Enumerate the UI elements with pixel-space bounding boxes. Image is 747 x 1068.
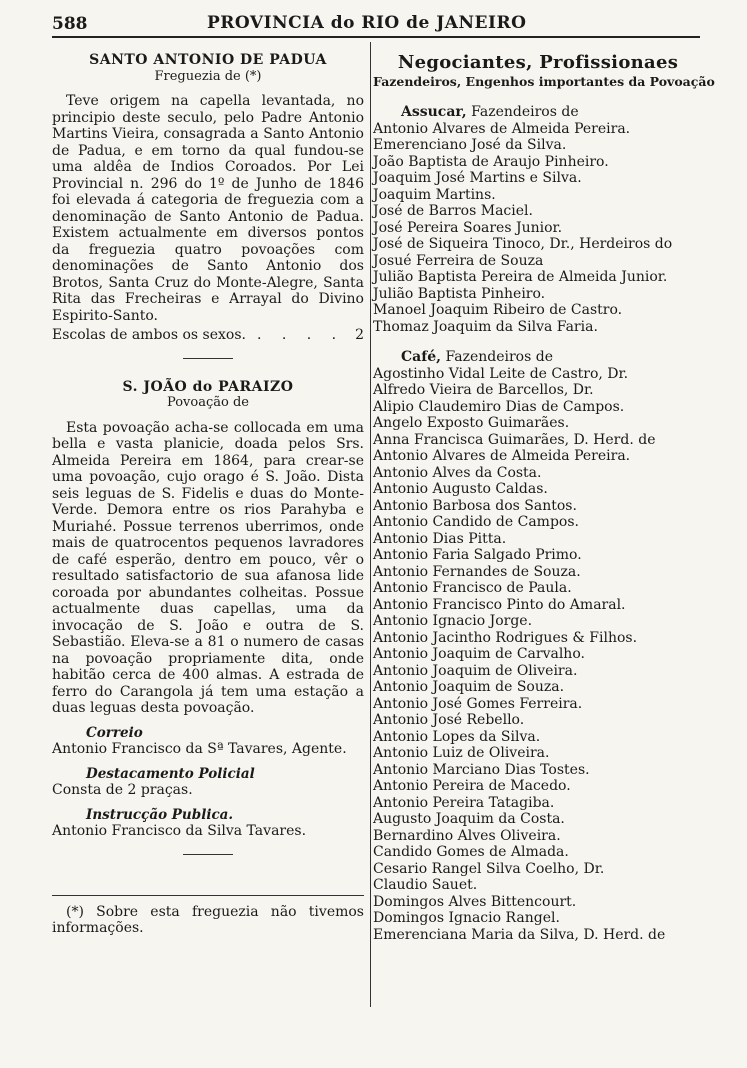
list-item: Thomaz Joaquim da Silva Faria. <box>373 318 598 335</box>
column-divider <box>370 42 371 1007</box>
section-subtitle-freguezia: Freguezia de (*) <box>154 68 262 84</box>
list-item: José Pereira Soares Junior. <box>373 219 563 236</box>
category-cafe-label: Café, <box>401 349 442 365</box>
list-item: Emerenciano José da Silva. <box>373 137 567 153</box>
footnote-rule <box>52 895 364 896</box>
list-item: Antonio Alves da Costa. <box>373 464 542 481</box>
list-item: Antonio Marciano Dias Tostes. <box>373 761 590 778</box>
list-item: Bernardino Alves Oliveira. <box>373 827 561 844</box>
escolas-line <box>52 327 364 344</box>
correio-text: Antonio Francisco da Sª Tavares, Agente. <box>52 741 347 757</box>
list-item: Claudio Sauet. <box>373 877 478 893</box>
list-item: Emerenciana Maria da Silva, D. Herd. de <box>373 926 666 943</box>
list-item: Antonio José Rebello. <box>373 712 525 728</box>
list-item: Antonio Pereira de Macedo. <box>373 778 571 794</box>
section-separator <box>183 358 233 359</box>
list-item: Antonio Joaquim de Souza. <box>373 679 565 695</box>
section-subtitle-povoacao: Povoação de <box>167 395 249 410</box>
list-item: Julião Baptista Pinheiro. <box>373 285 546 302</box>
right-column <box>373 52 715 943</box>
list-item: Antonio Fernandes de Souza. <box>373 563 581 580</box>
list-item: João Baptista de Araujo Pinheiro. <box>373 153 609 170</box>
category-cafe-suffix: Fazendeiros de <box>441 349 553 365</box>
list-item: Manoel Joaquim Ribeiro de Castro. <box>373 302 623 318</box>
list-item: Antonio Lopes da Silva. <box>373 728 541 745</box>
listing-title: Negociantes, Profissionaes <box>397 52 679 73</box>
list-item: Antonio Joaquim de Carvalho. <box>373 646 585 662</box>
list-item: Antonio Francisco de Paula. <box>373 580 572 596</box>
santo-antonio-paragraph: Teve origem na capella levantada, no principio deste seculo, pelo Padre Antonio Martins Vieira, consagrada a Santo Antonio de Padua, e em torno da qual fundou-se uma aldêa de Indios Coroados. Por Lei Provincial n. 296 do 1º de Junho de 1846 foi elevada á categoria de freguezia com a denominação de Santo Antonio de Padua. Existem actualmente em diversos pontos da freguezia quatro povoações com denominações de Santo Antonio dos Brotos, Santa Cruz do Monte-Alegre, Santa Rita das Frecheiras e Arrayal do Divino Espirito-Santo. <box>52 93 364 324</box>
list-item: Antonio Barbosa dos Santos. <box>373 497 577 514</box>
section-title-sao-joao: S. JOÃO do PARAIZO <box>122 378 294 395</box>
list-item: Antonio Alvares de Almeida Pereira. <box>373 448 631 464</box>
sao-joao-paragraph: Esta povoação acha-se collocada em uma bella e vasta planicie, doada pelos Srs. Almeida Pereira em 1864, para crear-se uma povoação, cujo orago é S. João. Dista seis leguas de S. Fidelis e duas do Monte-Verde. Demora entre os rios Parahyba e Muriahé. Possue terrenos uberrimos, onde mais de quatrocentos pequenos lavradores de café esperão, dentro em pouco, vêr o resultado satisfactorio de sua afanosa lide coroada por abundantes colheitas. Possue actualmente duas capellas, uma da invocação de S. João e outra de S. Sebastião. Eleva-se a 81 o numero de casas na povoação propriamente dita, onde habitão cerca de 400 almas. A estrada de ferro do Carangola já tem uma estação a duas leguas desta povoação. <box>52 419 364 716</box>
destacamento-heading: Destacamento Policial <box>86 765 255 782</box>
list-item: Agostinho Vidal Leite de Castro, Dr. <box>373 365 629 382</box>
list-item: Joaquim José Martins e Silva. <box>373 170 582 186</box>
section-title-santo-antonio: SANTO ANTONIO DE PADUA <box>89 52 327 68</box>
footnote: (*) Sobre esta freguezia não tivemos informações. <box>52 903 364 936</box>
category-assucar-label: Assucar, <box>401 104 467 120</box>
escolas-count: 2 <box>355 327 364 343</box>
list-item: Candido Gomes de Almada. <box>373 844 569 860</box>
header-rule <box>52 36 700 38</box>
list-item: Anna Francisca Guimarães, D. Herd. de <box>373 431 656 448</box>
list-item: Alfredo Vieira de Barcellos, Dr. <box>373 382 594 398</box>
list-item: Domingos Ignacio Rangel. <box>373 910 560 926</box>
section-separator-2 <box>183 854 233 855</box>
destacamento-text: Consta de 2 praças. <box>52 782 193 798</box>
escolas-dots: . . . . <box>256 327 345 343</box>
category-assucar <box>401 104 703 121</box>
listing-subtitle: Fazendeiros, Engenhos importantes da Povoação <box>373 73 715 89</box>
list-item: Augusto Joaquim da Costa. <box>373 811 565 827</box>
list-item: Antonio José Gomes Ferreira. <box>373 695 583 712</box>
list-item: Alipio Claudemiro Dias de Campos. <box>373 398 625 415</box>
page-number: 588 <box>52 14 88 34</box>
list-item: Antonio Francisco Pinto do Amaral. <box>373 596 626 613</box>
list-item: Angelo Exposto Guimarães. <box>373 415 570 431</box>
list-item: Julião Baptista Pereira de Almeida Junior. <box>373 269 668 285</box>
instrucao-heading: Instrucção Publica. <box>86 806 234 823</box>
escolas-label: Escolas de ambos os sexos. <box>52 327 246 343</box>
cafe-names <box>373 366 703 944</box>
list-item: Antonio Candido de Campos. <box>373 514 579 530</box>
list-item: José de Siqueira Tinoco, Dr., Herdeiros do <box>373 236 673 252</box>
left-column <box>52 52 364 937</box>
instrucao-text: Antonio Francisco da Silva Tavares. <box>52 823 307 839</box>
running-title: PROVINCIA do RIO de JANEIRO <box>207 13 527 33</box>
list-item: José de Barros Maciel. <box>373 203 533 219</box>
list-item: Antonio Ignacio Jorge. <box>373 613 533 629</box>
list-item: Antonio Jacintho Rodrigues & Filhos. <box>373 629 638 646</box>
list-item: Antonio Joaquim de Oliveira. <box>373 662 578 679</box>
category-assucar-suffix: Fazendeiros de <box>466 104 579 120</box>
list-item: Antonio Augusto Caldas. <box>373 481 548 497</box>
list-item: Antonio Alvares de Almeida Pereira. <box>373 120 631 137</box>
page-header <box>52 12 700 38</box>
correio-heading: Correio <box>86 724 143 741</box>
list-item: Antonio Pereira Tatagiba. <box>373 794 555 811</box>
list-item: Antonio Dias Pitta. <box>373 530 507 547</box>
list-item: Antonio Luiz de Oliveira. <box>373 745 550 761</box>
list-item: Joaquim Martins. <box>373 186 496 203</box>
list-item: Cesario Rangel Silva Coelho, Dr. <box>373 860 605 877</box>
list-item: Antonio Faria Salgado Primo. <box>373 547 582 563</box>
category-cafe <box>401 349 703 366</box>
list-item: Domingos Alves Bittencourt. <box>373 893 577 910</box>
list-item: Josué Ferreira de Souza <box>373 252 544 269</box>
assucar-names <box>373 121 703 336</box>
